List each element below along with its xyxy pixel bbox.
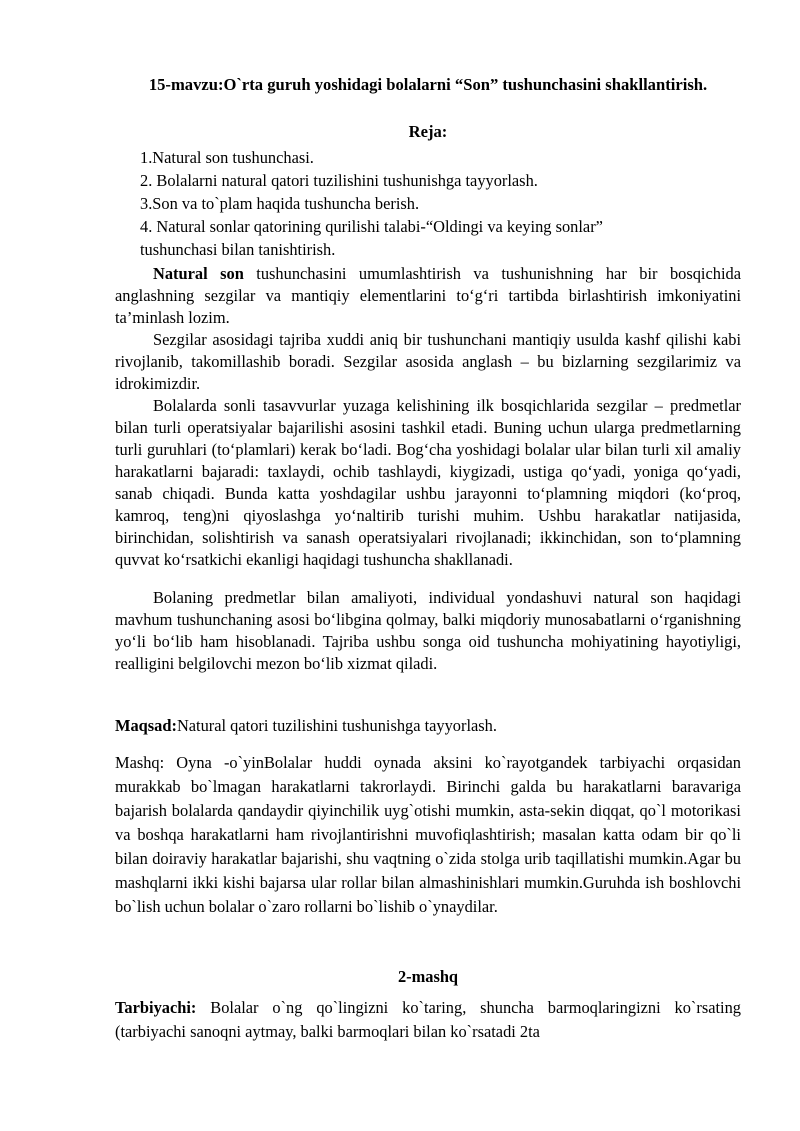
paragraph-text: tushunchasini umumlashtirish va tushunishning har bir bosqichida anglashning sezgilar va mantiqiy elementlarini to‘g‘ri tartibda birlashtirish imkoniyatini ta’minlash lozim.	[115, 264, 741, 327]
body-paragraph: Sezgilar asosidagi tajriba xuddi aniq bir tushunchani mantiqiy usulda kashf qilishi kabi rivojlanib, takomillashib boradi. Sezgilar asosida anglash – bu bizlarning sezgilarimiz va idrokimizdir.	[115, 330, 741, 393]
goal-text: Natural qatori tuzilishini tushunishga tayyorlash.	[176, 716, 497, 735]
exercise-two-heading: 2-mashq	[397, 967, 459, 986]
term-natural-son: Natural son	[153, 264, 244, 283]
plan-item: 1.Natural son tushunchasi.	[140, 148, 314, 167]
goal-label: Maqsad:	[115, 716, 177, 735]
exercise-two-paragraph	[115, 996, 741, 1044]
plan-heading: Reja:	[408, 122, 448, 141]
goal-line	[115, 715, 741, 737]
exercise-two-label: Tarbiyachi:	[115, 998, 197, 1017]
body-paragraph	[115, 263, 741, 329]
plan-item: 2. Bolalarni natural qatori tuzilishini tushunishga tayyorlash.	[140, 171, 538, 190]
plan-item: tushunchasi bilan tanishtirish.	[140, 240, 336, 259]
body-paragraph: Bolaning predmetlar bilan amaliyoti, individual yondashuvi natural son haqidagi mavhum tushunchaning asosi bo‘libgina qolmay, balki miqdoriy munosabatlarni o‘rganishning yo‘li bo‘lib ham hisoblanadi. Tajriba ushbu songa oid tushuncha mohiyatining hayotiyligi, realligini belgilovchi mezon bo‘lib xizmat qiladi.	[115, 588, 741, 673]
document-title: 15-mavzu:O`rta guruh yoshidagi bolalarni “Son” tushunchasini shakllantirish.	[148, 75, 708, 94]
plan-item: 3.Son va to`plam haqida tushuncha berish.	[140, 194, 420, 213]
body-paragraph: Bolalarda sonli tasavvurlar yuzaga kelishining ilk bosqichlarida sezgilar – predmetlar bilan turli operatsiyalar bajarilishi asosini tashkil etadi. Buning uchun ularga predmetlarning turli guruhlari (to‘plamlari) kerak bo‘ladi. Bog‘cha yoshidagi bolalar ular bilan turli xil amaliy harakatlarni bajaradi: taxlaydi, ochib tashlaydi, kiygizadi, ustiga qo‘yadi, yoniga qo‘yadi, sanab chiqadi. Bunda katta yoshdagilar ushbu jarayonni to‘plamning miqdori (ko‘proq, kamroq, teng)ni qiyoslashga yo‘naltirib turishi muhim. Ushbu harakatlar natijasida, birinchidan, solishtirish va sanash operatsiyalari rivojlanadi; ikkinchidan, son to‘plamning quvvat ko‘rsatkichi ekanligi haqidagi tushuncha shakllanadi.	[115, 396, 741, 569]
exercise-one-paragraph: Mashq: Oyna -o`yinBolalar huddi oynada aksini ko`rayotgandek tarbiyachi orqasidan murakkab bo`lmagan harakatlarni takrorlaydi. Birinchi galda bu harakatlarni baravariga bajarish bolalarda qandaydir qiyinchilik uyg`otishi mumkin, asta-sekin diqqat, qo`l motorikasi va boshqa harakatlarni ham rivojlantirishni muvofiqlashtirish; masalan katta odam bir qo`li bilan doiraviy harakatlar bajarishi, shu vaqtning o`zida stolga urib taqillatishi mumkin.Agar bu mashqlarni ikki kishi bajarsa ular rollar bilan almashinishlari mumkin.Guruhda ish boshlovchi bo`lish uchun bolalar o`zaro rollarni bo`lishib o`ynaydilar.	[115, 753, 741, 916]
plan-item: 4. Natural sonlar qatorining qurilishi talabi-“Oldingi va keying sonlar”	[140, 217, 603, 236]
exercise-two-text: Bolalar o`ng qo`lingizni ko`taring, shuncha barmoqlaringizni ko`rsating (tarbiyachi sanoqni aytmay, balki barmoqlari bilan ko`rsatadi 2ta	[115, 998, 741, 1041]
